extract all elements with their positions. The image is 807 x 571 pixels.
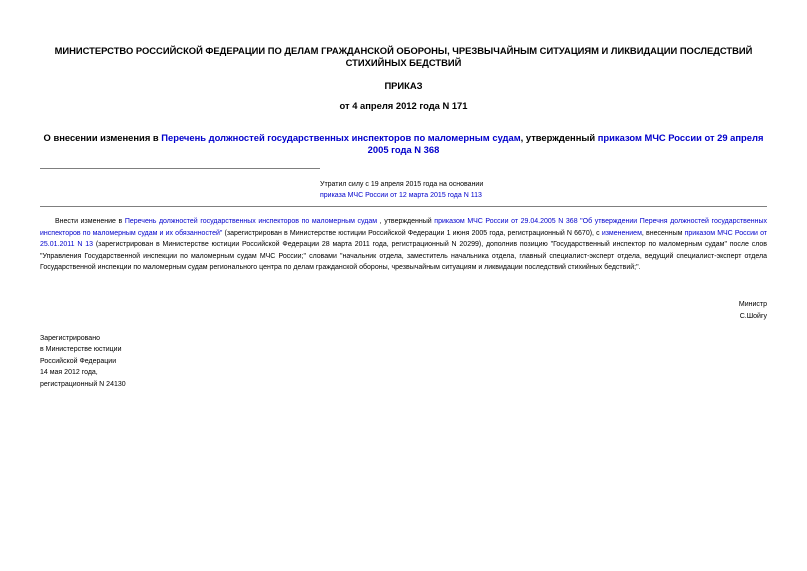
title-link-list[interactable]: Перечень должностей государственных инспекторов по маломерным судам — [161, 132, 521, 143]
body-link-change[interactable]: изменением — [601, 229, 642, 237]
body-link-order-13[interactable]: приказом МЧС России от 25.01.2011 N 13 — [40, 229, 768, 249]
body-text-3: (зарегистрирован в Министерстве юстиции Российской Федерации 1 июня 2005 года, регистрационный N 6670), с — [222, 229, 602, 237]
signature-position: Министр — [738, 301, 767, 308]
body-text-1: Внести изменение в — [55, 218, 125, 225]
registration-line: Российской Федерации — [40, 357, 117, 365]
body-link-list[interactable]: Перечень должностей государственных инспекторов по маломерным судам — [124, 218, 378, 225]
registration-line: в Министерстве юстиции — [40, 346, 122, 354]
body-text-2: , утвержденный — [377, 218, 435, 225]
registration-line: Зарегистрировано — [40, 335, 100, 342]
divider-bottom — [40, 206, 767, 207]
lapse-notice — [320, 180, 483, 201]
ministry-name: МИНИСТЕРСТВО РОССИЙСКОЙ ФЕДЕРАЦИИ ПО ДЕЛАМ ГРАЖДАНСКОЙ ОБОРОНЫ, ЧРЕЗВЫЧАЙНЫМ СИТУАЦИЯМ И ЛИКВИДАЦИИ ПОСЛЕДСТВИЙ СТИХИЙНЫХ БЕДСТВИЙ — [54, 45, 753, 68]
body-text-4: , внесенным — [641, 229, 685, 237]
lapse-notice-link[interactable]: приказа МЧС России от 12 марта 2015 года N 113 — [320, 191, 482, 199]
lapse-notice-text: Утратил силу с 19 апреля 2015 года на основании — [320, 181, 484, 188]
registration-line: 14 мая 2012 года, — [40, 369, 98, 377]
document-type: ПРИКАЗ — [384, 80, 423, 91]
title-prefix: О внесении изменения в — [43, 132, 162, 143]
signature-name: С.Шойгу — [739, 312, 767, 320]
body-paragraph — [40, 216, 767, 274]
registration-line: регистрационный N 24130 — [40, 380, 126, 388]
signature-block — [739, 299, 767, 322]
body-text-5: (зарегистрирован в Министерстве юстиции Российской Федерации 28 марта 2011 года, регистрационный N 20299), дополнив позицию "Государственный инспектор по маломерным судам" после слов "Управления Государственной инспекции по маломерным судам МЧС России;" словами "начальник отдела, заместитель начальника отдела, главный специалист-эксперт отдела, ведущий специалист-эксперт отдела Государственной инспекции по маломерным судам регионального центра по делам гражданской обороны, чрезвычайным ситуациям и ликвидации последствий стихийных бедствий;". — [40, 241, 767, 272]
title-middle: , утвержденный — [520, 132, 598, 143]
body-link-order-368[interactable]: приказом МЧС России от 29.04.2005 N 368 "Об утверждении Перечня должностей государственных инспекторов по маломерным судам и их обязанностей" — [40, 218, 767, 237]
title-link-order[interactable]: приказом МЧС России от 29 апреля 2005 года N 368 — [367, 132, 764, 155]
registration-block — [40, 333, 126, 390]
document-date-number: от 4 апреля 2012 года N 171 — [339, 100, 468, 111]
document-title — [40, 132, 767, 155]
divider-top — [40, 168, 320, 169]
